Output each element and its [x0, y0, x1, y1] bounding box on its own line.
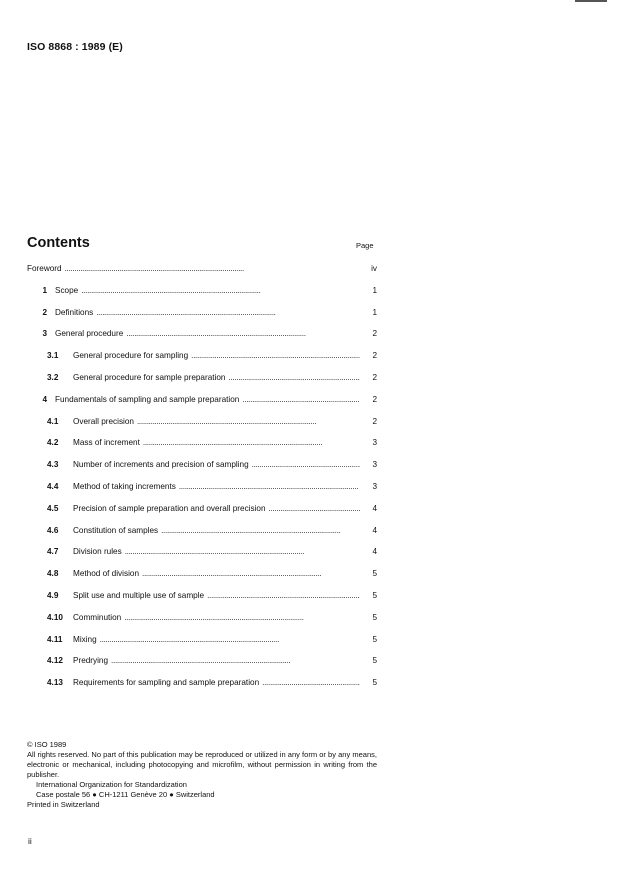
toc-entry: [27, 613, 377, 635]
toc-dot-leader: [228, 373, 360, 382]
toc-entry: [27, 591, 377, 613]
toc-entry-page: 5: [372, 656, 377, 666]
toc-dot-leader: [111, 656, 360, 665]
toc-entry-title: Overall precision: [73, 416, 134, 426]
toc-dot-leader: [143, 438, 360, 447]
toc-entry-title: Scope: [55, 285, 79, 295]
copyright-block: [27, 740, 377, 810]
toc-entry-page: 4: [372, 547, 377, 557]
toc-entry-title: Predrying: [73, 656, 109, 666]
toc-entry-title: Division rules: [73, 547, 122, 557]
toc-entry: [27, 678, 377, 700]
toc-entry-page: 3: [372, 438, 377, 448]
toc-entry: [27, 656, 377, 678]
toc-entry-title: Fundamentals of sampling and sample preparation: [55, 394, 240, 404]
toc-entry-page: 2: [372, 329, 377, 339]
toc-dot-leader: [269, 504, 360, 513]
toc-entry-title: Mixing: [73, 634, 97, 644]
toc-entry-number: 4: [42, 394, 47, 404]
toc-entry-number: 4.6: [47, 525, 59, 535]
organization-name: International Organization for Standardization: [36, 780, 187, 789]
toc-entry-title: Constitution of samples: [73, 525, 159, 535]
toc-entry: [27, 308, 377, 330]
toc-dot-leader: [126, 329, 360, 338]
toc-entry-page: 5: [372, 590, 377, 600]
toc-entry-title: Comminution: [73, 612, 122, 622]
toc-dot-leader: [142, 569, 360, 578]
toc-entry-number: 3: [42, 329, 47, 339]
toc-dot-leader: [242, 395, 360, 404]
toc-entry: [27, 417, 377, 439]
toc-dot-leader: [179, 482, 360, 491]
page-corner-mark: [575, 0, 607, 2]
toc-entry-number: 4.4: [47, 481, 59, 491]
toc-entry-title: Mass of increment: [73, 438, 140, 448]
toc-dot-leader: [100, 635, 360, 644]
toc-entry-page: 2: [372, 416, 377, 426]
toc-entry-page: 2: [372, 372, 377, 382]
toc-dot-leader: [125, 547, 360, 556]
toc-entry-number: 4.12: [47, 656, 63, 666]
rights-statement: All rights reserved. No part of this publication may be reproduced or utilized in any form or by any means, electronic or mechanical, including photocopying and microfilm, without permission in writing from the publisher.: [27, 750, 377, 779]
toc-entry-page: 1: [372, 307, 377, 317]
toc-entry-title: Split use and multiple use of sample: [73, 590, 205, 600]
toc-entry-title: Definitions: [55, 307, 94, 317]
toc-entry: [27, 526, 377, 548]
toc-dot-leader: [207, 591, 360, 600]
document-header: ISO 8868 : 1989 (E): [27, 41, 123, 53]
toc-entry-title: General procedure: [55, 329, 124, 339]
toc-entry: [27, 373, 377, 395]
toc-entry-title: Method of division: [73, 569, 139, 579]
toc-entry: [27, 351, 377, 373]
toc-entry-title: Method of taking increments: [73, 481, 176, 491]
toc-entry: [27, 438, 377, 460]
toc-entry-number: 4.5: [47, 503, 59, 513]
printed-in: Printed in Switzerland: [27, 800, 100, 809]
toc-entry-number: 4.1: [47, 416, 59, 426]
contents-title: Contents: [27, 235, 90, 251]
toc-dot-leader: [96, 308, 360, 317]
toc-dot-leader: [81, 286, 360, 295]
toc-entry: [27, 460, 377, 482]
page-column-label: Page: [356, 241, 374, 250]
toc-entry-title: General procedure for sample preparation: [73, 372, 226, 382]
toc-entry-page: 5: [372, 678, 377, 688]
toc-entry-number: 4.8: [47, 569, 59, 579]
toc-entry-number: 1: [42, 285, 47, 295]
toc-entry-title: General procedure for sampling: [73, 351, 189, 361]
toc-entry: [27, 547, 377, 569]
toc-entry-page: 4: [372, 503, 377, 513]
toc-entry-page: 1: [372, 285, 377, 295]
toc-entry-page: 3: [372, 481, 377, 491]
toc-entry: [27, 635, 377, 657]
table-of-contents: [27, 264, 377, 700]
toc-dot-leader: [262, 678, 360, 687]
toc-entry-page: iv: [371, 264, 377, 273]
toc-entry: [27, 395, 377, 417]
toc-dot-leader: [137, 417, 360, 426]
toc-dot-leader: [161, 526, 360, 535]
toc-dot-leader: [65, 264, 360, 273]
page-number: ii: [28, 836, 32, 846]
toc-entry: [27, 504, 377, 526]
toc-entry: [27, 482, 377, 504]
toc-entry-number: 4.9: [47, 590, 59, 600]
organization-address: Case postale 56 ● CH-1211 Genève 20 ● Switzerland: [36, 790, 215, 799]
toc-entry-number: 4.7: [47, 547, 59, 557]
toc-entry-number: 3.2: [47, 372, 59, 382]
toc-entry-title: Precision of sample preparation and overall precision: [73, 503, 266, 513]
toc-entry-number: 3.1: [47, 351, 59, 361]
toc-entry: [27, 329, 377, 351]
toc-entry-number: 4.2: [47, 438, 59, 448]
toc-entry-number: 4.11: [47, 634, 63, 644]
copyright-notice: © ISO 1989: [27, 740, 67, 749]
toc-entry-page: 5: [372, 634, 377, 644]
toc-entry-title: Number of increments and precision of sampling: [73, 460, 249, 470]
toc-entry-page: 4: [372, 525, 377, 535]
toc-entry-page: 2: [372, 394, 377, 404]
toc-entry: [27, 569, 377, 591]
toc-entry-page: 3: [372, 460, 377, 470]
toc-entry: [27, 286, 377, 308]
toc-dot-leader: [124, 613, 360, 622]
toc-entry: [27, 264, 377, 286]
toc-entry-page: 5: [372, 569, 377, 579]
toc-entry-number: 4.13: [47, 678, 63, 688]
toc-dot-leader: [252, 460, 360, 469]
toc-entry-number: 4.3: [47, 460, 59, 470]
toc-entry-number: 4.10: [47, 612, 63, 622]
toc-entry-number: 2: [42, 307, 47, 317]
toc-entry-title: Requirements for sampling and sample preparation: [73, 678, 260, 688]
toc-entry-title: Foreword: [27, 264, 62, 273]
toc-entry-page: 5: [372, 612, 377, 622]
toc-dot-leader: [191, 351, 360, 360]
toc-entry-page: 2: [372, 351, 377, 361]
